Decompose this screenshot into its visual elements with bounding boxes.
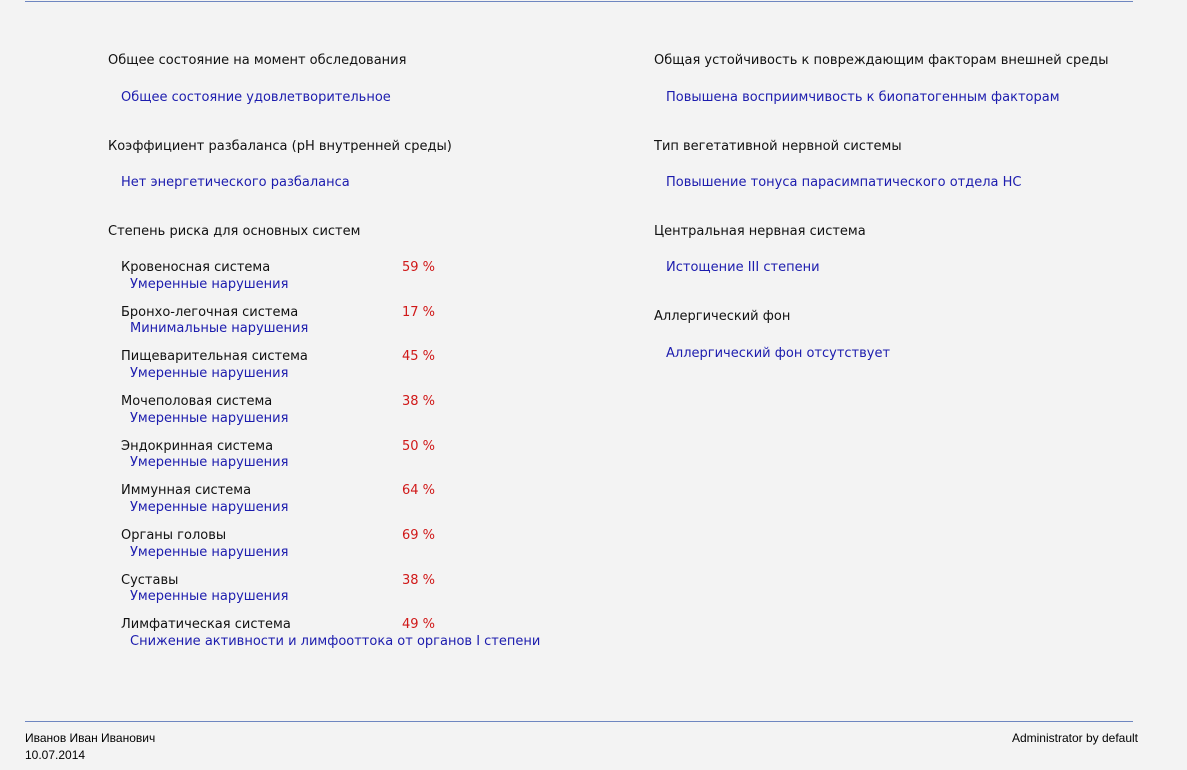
general-state-value: Общее состояние удовлетворительное [121, 90, 391, 105]
top-divider [25, 1, 1133, 2]
system-status: Умеренные нарушения [130, 500, 289, 515]
system-percent: 38 % [402, 573, 436, 588]
system-status: Умеренные нарушения [130, 545, 289, 560]
system-name: Бронхо-легочная система [121, 305, 299, 320]
system-status: Умеренные нарушения [130, 277, 289, 292]
cns-title: Центральная нервная система [654, 224, 866, 239]
vegetative-value: Повышение тонуса парасимпатического отдела НС [666, 175, 1022, 190]
system-name: Мочеполовая система [121, 394, 273, 409]
general-state-title: Общее состояние на момент обследования [108, 53, 407, 68]
system-percent: 50 % [402, 439, 436, 454]
imbalance-value: Нет энергетического разбаланса [121, 175, 350, 190]
system-percent: 59 % [402, 260, 436, 275]
risk-title: Степень риска для основных систем [108, 224, 361, 239]
system-status: Минимальные нарушения [130, 321, 309, 336]
system-status: Умеренные нарушения [130, 589, 289, 604]
system-name: Суставы [121, 573, 179, 588]
system-percent: 38 % [402, 394, 436, 409]
system-name: Лимфатическая система [121, 617, 291, 632]
system-percent: 17 % [402, 305, 436, 320]
resistance-title: Общая устойчивость к повреждающим факторам внешней среды [654, 53, 1109, 68]
report-date: 10.07.2014 [25, 748, 86, 762]
cns-value: Истощение III степени [666, 260, 820, 275]
patient-name: Иванов Иван Иванович [25, 731, 156, 745]
system-status: Умеренные нарушения [130, 366, 289, 381]
allergy-title: Аллергический фон [654, 309, 791, 324]
system-name: Органы головы [121, 528, 227, 543]
system-status: Умеренные нарушения [130, 455, 289, 470]
report-author: Administrator by default [1011, 731, 1138, 745]
system-name: Кровеносная система [121, 260, 271, 275]
system-percent: 45 % [402, 349, 436, 364]
footer-divider [25, 721, 1133, 722]
system-status: Умеренные нарушения [130, 411, 289, 426]
vegetative-title: Тип вегетативной нервной системы [654, 139, 902, 154]
system-name: Эндокринная система [121, 439, 274, 454]
system-percent: 69 % [402, 528, 436, 543]
imbalance-title: Коэффициент разбаланса (pH внутренней среды) [108, 139, 452, 154]
system-percent: 64 % [402, 483, 436, 498]
system-percent: 49 % [402, 617, 436, 632]
system-status: Снижение активности и лимфооттока от органов I степени [130, 634, 541, 649]
system-name: Пищеварительная система [121, 349, 308, 364]
resistance-value: Повышена восприимчивость к биопатогенным факторам [666, 90, 1060, 105]
system-name: Иммунная система [121, 483, 252, 498]
allergy-value: Аллергический фон отсутствует [666, 346, 891, 361]
